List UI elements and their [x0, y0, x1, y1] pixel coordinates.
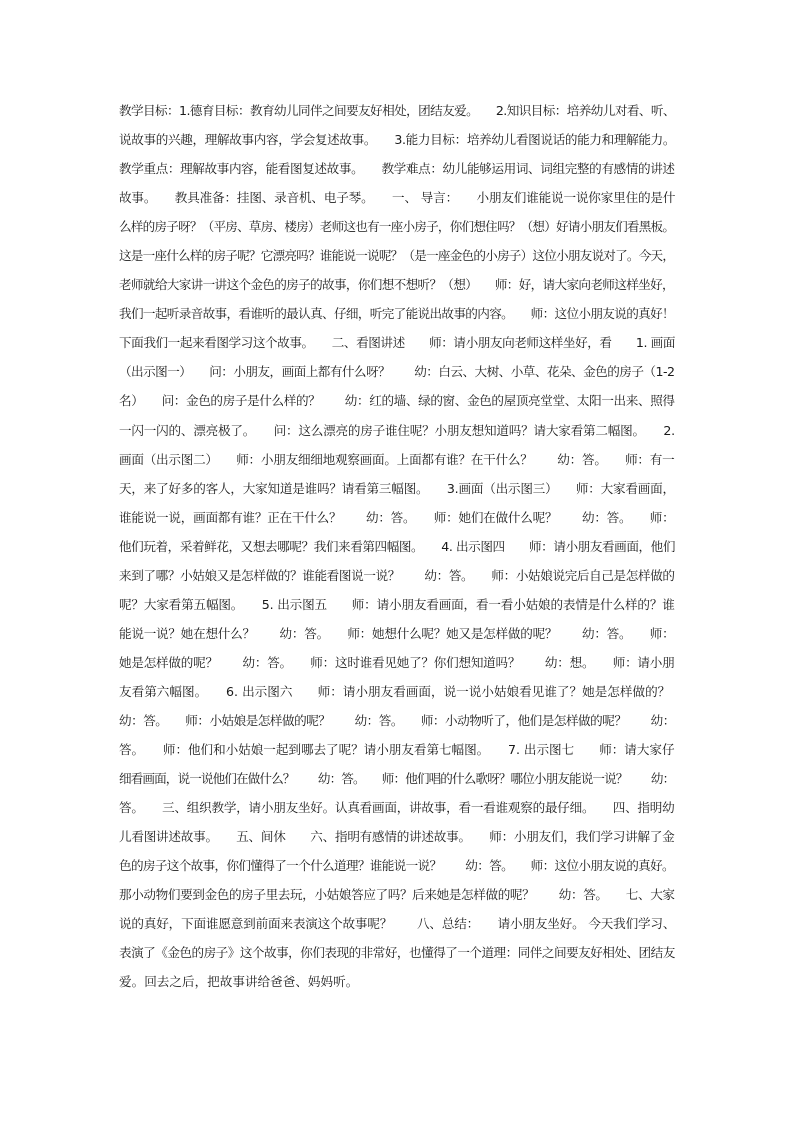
text-line: 故事。 教具准备：挂图、录音机、电子琴。 一、 导言： 小朋友们谁能说一说你家里住的是什: [119, 190, 675, 206]
text-line: 下面我们一起来看图学习这个故事。 二、看图讲述 师：请小朋友向老师这样坐好，看 1. 画面: [119, 335, 675, 351]
text-line: 画面（出示图二） 师：小朋友细细地观察画面。上面都有谁？在干什么？ 幼：答。 师：有一: [119, 451, 675, 467]
text-line: 他们玩着，采着鲜花，又想去哪呢？我们来看第四幅图。 4. 出示图四 师：请小朋友看画面，他们: [119, 538, 675, 554]
text-line: 我们一起听录音故事，看谁听的最认真、仔细，听完了能说出故事的内容。 师：这位小朋友说的真好！: [119, 306, 674, 322]
text-line: 她是怎样做的呢？ 幼：答。 师：这时谁看见她了？你们想知道吗？ 幼：想。 师：请小朋: [119, 654, 675, 670]
text-line: 名） 问：金色的房子是什么样的？ 幼：红的墙、绿的窗、金色的屋顶亮堂堂、太阳一出来、照得: [119, 393, 675, 409]
text-line: 能说一说？她在想什么？ 幼：答。 师：她想什么呢？她又是怎样做的呢？ 幼：答。 师：: [119, 625, 675, 641]
text-line: 答。 三、组织教学，请小朋友坐好。认真看画面，讲故事，看一看谁观察的最仔细。 四、指明幼: [119, 800, 675, 816]
text-line: 一闪一闪的、漂亮极了。 问：这么漂亮的房子谁住呢？小朋友想知道吗？请大家看第二幅图。 2.: [119, 422, 675, 438]
text-line: 天，来了好多的客人，大家知道是谁吗？请看第三幅图。 3.画面（出示图三） 师：大家看画面，: [119, 480, 675, 496]
text-line: 说的真好，下面谁愿意到前面来表演这个故事呢？ 八、总结： 请小朋友坐好。 今天我们学习、: [119, 916, 675, 932]
text-line: 么样的房子呀？（平房、草房、楼房）老师这也有一座小房子，你们想住吗？（想）好请小朋友们看黑板。: [119, 219, 675, 235]
text-line: （出示图一） 问：小朋友，画面上都有什么呀？ 幼：白云、大树、小草、花朵、金色的房子（1-2: [119, 364, 675, 380]
text-line: 老师就给大家讲一讲这个金色的房子的故事，你们想不想听？（想） 师：好，请大家向老师这样坐好，: [119, 277, 674, 293]
text-line: 呢？大家看第五幅图。 5. 出示图五 师：请小朋友看画面，看一看小姑娘的表情是什么样的？谁: [119, 596, 675, 612]
text-line: 表演了《金色的房子》这个故事，你们表现的非常好，也懂得了一个道理：同伴之间要友好相处、团结友: [119, 945, 675, 961]
text-line: 细看画面，说一说他们在做什么？ 幼：答。 师：他们唱的什么歌呀？哪位小朋友能说一说？ 幼：: [119, 771, 675, 787]
text-line: 说故事的兴趣，理解故事内容，学会复述故事。 3.能力目标：培养幼儿看图说话的能力和理解能力。: [119, 132, 675, 148]
text-line: 教学重点：理解故事内容，能看图复述故事。 教学难点：幼儿能够运用词、词组完整的有感情的讲述: [119, 161, 675, 177]
lesson-plan-text: [119, 96, 675, 996]
text-line: 色的房子这个故事，你们懂得了一个什么道理？谁能说一说？ 幼：答。 师：这位小朋友说的真好。: [119, 858, 674, 874]
text-line: 爱。回去之后，把故事讲给爸爸、妈妈听。: [119, 974, 359, 990]
text-line: 这是一座什么样的房子呢？它漂亮吗？谁能说一说呢？（是一座金色的小房子）这位小朋友说对了。今天，: [119, 248, 675, 264]
text-line: 那小动物们要到金色的房子里去玩，小姑娘答应了吗？后来她是怎样做的呢？ 幼：答。 七、大家: [119, 887, 675, 903]
text-line: 教学目标：1.德育目标：教育幼儿同伴之间要友好相处，团结友爱。 2.知识目标：培养幼儿对看、听、: [119, 103, 675, 118]
text-line: 儿看图讲述故事。 五、间休 六、指明有感情的讲述故事。 师：小朋友们，我们学习讲解了金: [119, 829, 675, 845]
text-line: 谁能说一说，画面都有谁？正在干什么？ 幼：答。 师：她们在做什么呢？ 幼：答。 师：: [119, 509, 675, 525]
text-line: 答。 师：他们和小姑娘一起到哪去了呢？请小朋友看第七幅图。 7. 出示图七 师：请大家仔: [119, 742, 675, 758]
text-line: 幼：答。 师：小姑娘是怎样做的呢？ 幼：答。 师：小动物听了，他们是怎样做的呢？ 幼：: [119, 712, 675, 728]
text-line: 友看第六幅图。 6. 出示图六 师：请小朋友看画面，说一说小姑娘看见谁了？她是怎样做的？: [119, 683, 671, 699]
text-line: 来到了哪？小姑娘又是怎样做的？谁能看图说一说？ 幼：答。 师：小姑娘说完后自己是怎样做的: [119, 567, 675, 583]
